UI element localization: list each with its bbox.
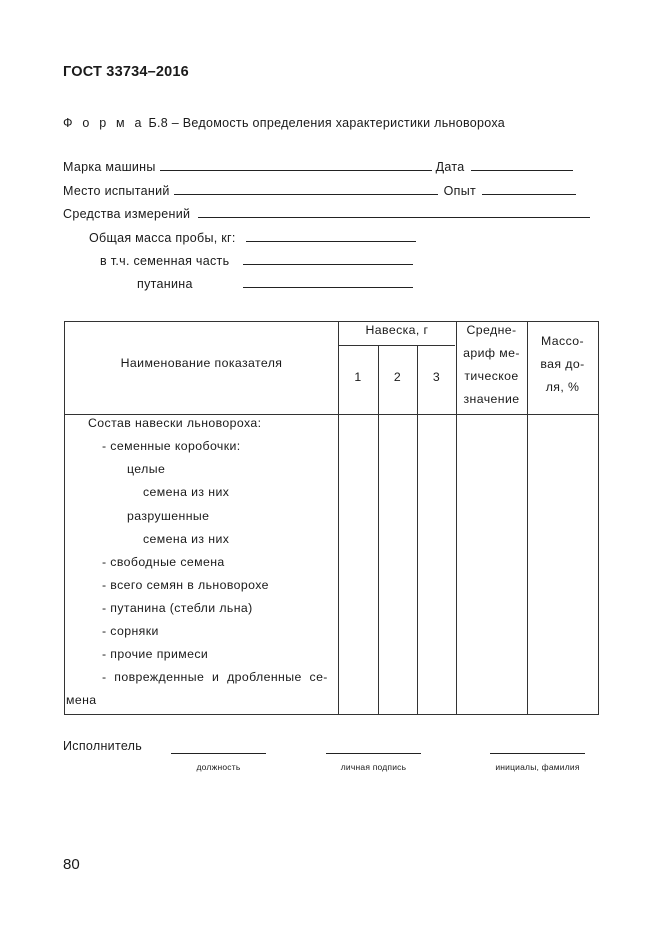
header-mean-line-4: значение bbox=[463, 392, 520, 406]
machine-field-row bbox=[63, 160, 573, 174]
place-field-row bbox=[63, 184, 576, 198]
table-row: мена bbox=[66, 693, 97, 707]
table-row: семена из них bbox=[143, 485, 230, 499]
header-sample-col-2: 2 bbox=[393, 370, 402, 384]
header-mass-line-3: ля, % bbox=[545, 380, 580, 394]
table-row: - всего семян в льноворохе bbox=[102, 578, 269, 592]
table-row: - свободные семена bbox=[102, 555, 225, 569]
place-input-line[interactable] bbox=[174, 193, 438, 195]
personal-signature-caption: личная подпись bbox=[340, 762, 407, 772]
place-label: Место испытаний bbox=[63, 184, 170, 198]
table-row: - путанина (стебли льна) bbox=[102, 601, 253, 615]
tangle-input-line[interactable] bbox=[243, 286, 413, 288]
table-row: целые bbox=[127, 462, 166, 476]
seed-part-label: в т.ч. семенная часть bbox=[100, 254, 230, 268]
total-mass-field-row bbox=[89, 231, 416, 245]
header-mean-line-1: Средне- bbox=[466, 323, 517, 337]
form-title-text: – Ведомость определения характеристики льновороха bbox=[171, 116, 506, 130]
characteristics-table bbox=[64, 321, 599, 715]
name-signature-line[interactable] bbox=[490, 752, 585, 754]
experiment-input-line[interactable] bbox=[482, 193, 576, 195]
instruments-label: Средства измерений bbox=[63, 207, 191, 221]
total-mass-input-line[interactable] bbox=[246, 240, 416, 242]
executor-label: Исполнитель bbox=[63, 739, 143, 753]
table-row: разрушенные bbox=[127, 509, 210, 523]
instruments-field-row bbox=[63, 207, 590, 221]
header-sample: Навеска, г bbox=[365, 323, 429, 337]
tangle-label: путанина bbox=[137, 277, 193, 291]
form-title-prefix: Ф о р м а bbox=[63, 116, 145, 130]
table-row: - семенные коробочки: bbox=[102, 439, 241, 453]
position-signature-line[interactable] bbox=[171, 752, 266, 754]
header-mean-line-2: ариф ме- bbox=[463, 346, 520, 360]
tangle-field-row bbox=[137, 277, 413, 291]
seed-part-field-row bbox=[100, 254, 413, 268]
table-row: семена из них bbox=[143, 532, 230, 546]
seed-part-input-line[interactable] bbox=[243, 263, 413, 265]
header-indicator: Наименование показателя bbox=[120, 356, 283, 370]
table-subheader-divider bbox=[338, 345, 455, 346]
form-title-number: Б.8 bbox=[148, 116, 168, 130]
form-title bbox=[63, 116, 505, 130]
date-label: Дата bbox=[435, 160, 465, 174]
header-mass-line-1: Массо- bbox=[541, 334, 584, 348]
table-col-divider bbox=[378, 345, 379, 714]
experiment-label: Опыт bbox=[443, 184, 477, 198]
name-caption: инициалы, фамилия bbox=[495, 762, 580, 772]
table-row: - сорняки bbox=[102, 624, 159, 638]
standard-number: ГОСТ 33734–2016 bbox=[63, 64, 189, 80]
table-col-divider bbox=[417, 345, 418, 714]
table-row: Состав навески льновороха: bbox=[88, 416, 262, 430]
machine-input-line[interactable] bbox=[160, 169, 432, 171]
header-sample-col-3: 3 bbox=[432, 370, 441, 384]
header-sample-col-1: 1 bbox=[354, 370, 362, 384]
personal-signature-line[interactable] bbox=[326, 752, 421, 754]
table-header-divider bbox=[65, 414, 598, 415]
header-mass-line-2: вая до- bbox=[540, 357, 585, 371]
total-mass-label: Общая масса пробы, кг: bbox=[89, 231, 236, 245]
machine-label: Марка машины bbox=[63, 160, 156, 174]
page-number: 80 bbox=[63, 856, 80, 873]
instruments-input-line[interactable] bbox=[198, 216, 590, 218]
table-row: - прочие примеси bbox=[102, 647, 209, 661]
header-mean-line-3: тическое bbox=[464, 369, 519, 383]
table-row: - поврежденные и дробленные се- bbox=[102, 670, 328, 684]
date-input-line[interactable] bbox=[471, 169, 573, 171]
position-caption: должность bbox=[196, 762, 241, 772]
